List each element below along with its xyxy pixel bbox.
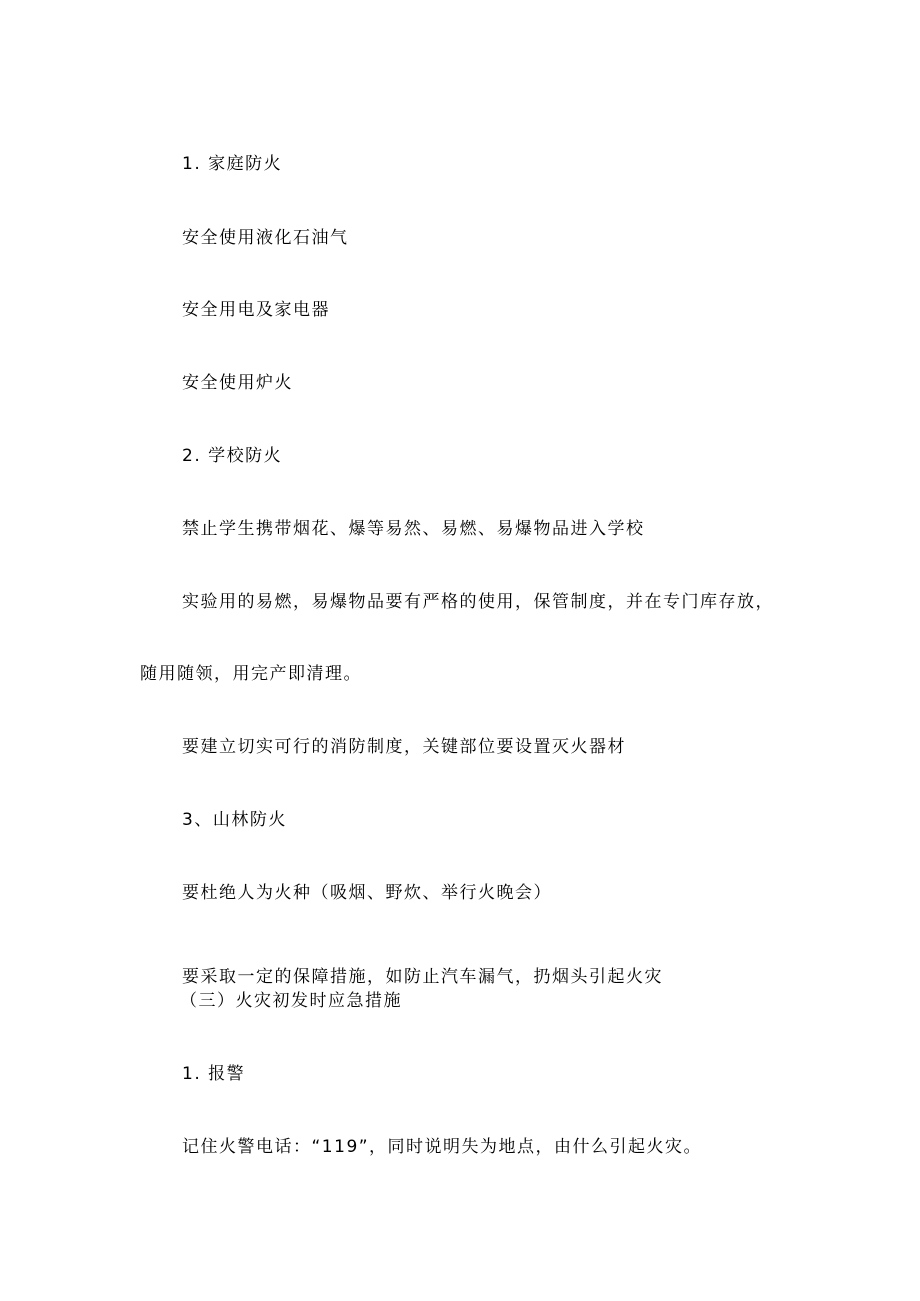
section-heading-emergency-measures: （三）火灾初发时应急措施 [180, 991, 402, 1011]
paragraph-line: 要杜绝人为火种（吸烟、野炊、举行火晚会） [182, 883, 552, 903]
paragraph-line-continuation: 随用随领，用完产即清理。 [140, 664, 362, 684]
heading-home-fire-prevention: 1. 家庭防火 [182, 154, 283, 174]
paragraph-line: 记住火警电话：“119”，同时说明失为地点，由什么引起火灾。 [182, 1137, 703, 1157]
paragraph-line: 禁止学生携带烟花、爆等易然、易燃、易爆物品进入学校 [182, 519, 645, 539]
heading-school-fire-prevention: 2. 学校防火 [182, 446, 283, 466]
heading-alarm: 1. 报警 [182, 1064, 246, 1084]
paragraph-line: 要建立切实可行的消防制度，关键部位要设置灭火器材 [182, 737, 626, 757]
paragraph-line: 安全使用炉火 [182, 373, 293, 393]
heading-forest-fire-prevention: 3、山林防火 [182, 810, 287, 830]
paragraph-line: 实验用的易燃，易爆物品要有严格的使用，保管制度，并在专门库存放， [182, 592, 774, 612]
paragraph-line: 安全使用液化石油气 [182, 228, 349, 248]
paragraph-line: 安全用电及家电器 [182, 300, 330, 320]
paragraph-line: 要采取一定的保障措施，如防止汽车漏气，扔烟头引起火灾 [182, 967, 663, 987]
